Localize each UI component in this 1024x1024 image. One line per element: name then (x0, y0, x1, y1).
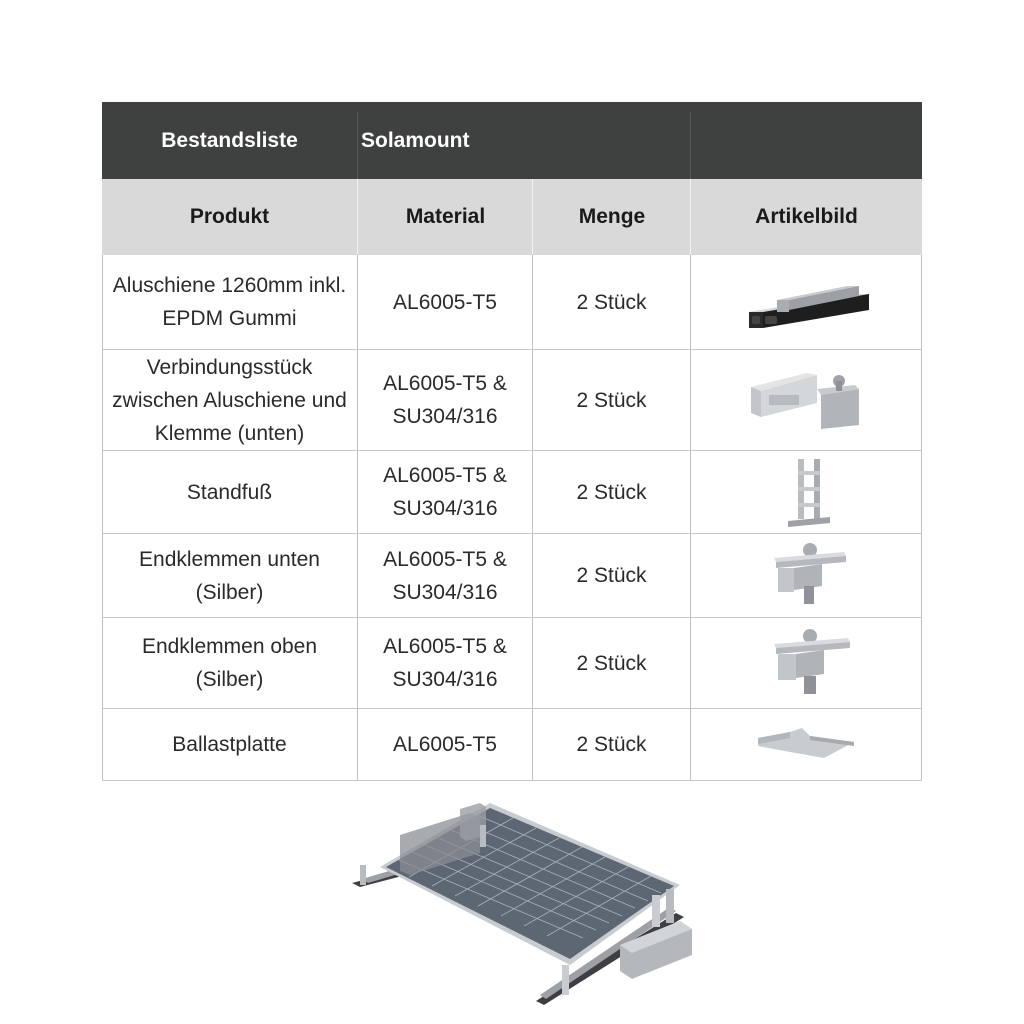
quantity-cell: 2 Stück (576, 733, 647, 756)
end-clamp-icon (770, 628, 854, 698)
quantity-cell: 2 Stück (576, 564, 647, 587)
solar-mount-assembly-image (340, 795, 700, 1010)
column-divider (357, 179, 358, 255)
column-divider (532, 179, 533, 255)
column-header-quantity: Menge (578, 205, 646, 228)
product-cell: Standfuß (186, 480, 273, 504)
quantity-cell: 2 Stück (576, 651, 647, 675)
stand-foot-icon (784, 457, 834, 527)
grid-line (690, 255, 691, 781)
material-cell: AL6005-T5 (393, 733, 497, 756)
material-cell: AL6005-T5 & SU304/316 (383, 372, 507, 428)
material-cell: AL6005-T5 & SU304/316 (383, 547, 507, 604)
grid-line (102, 780, 922, 781)
product-cell: Ballastplatte (172, 733, 287, 756)
product-cell: Aluschiene 1260mm inkl. EPDM Gummi (112, 274, 347, 330)
header-divider (690, 112, 691, 179)
column-header-row (102, 179, 922, 255)
column-header-material: Material (405, 205, 486, 228)
column-header-image: Artikelbild (755, 205, 858, 228)
material-cell: AL6005-T5 & SU304/316 (383, 635, 507, 691)
rail-icon (747, 270, 872, 332)
brand-name: Solamount (361, 128, 470, 152)
table-title-bar (102, 102, 922, 179)
column-header-product: Produkt (189, 205, 270, 228)
product-cell: Endklemmen unten (Silber) (139, 547, 320, 604)
grid-line (921, 255, 922, 781)
quantity-cell: 2 Stück (576, 388, 647, 412)
table-title: Bestandsliste (161, 128, 298, 152)
end-clamp-icon (770, 542, 850, 608)
header-divider (357, 112, 358, 179)
product-cell: Endklemmen oben (Silber) (141, 635, 318, 691)
connector-icon (747, 365, 867, 435)
material-cell: AL6005-T5 & SU304/316 (383, 464, 507, 520)
product-cell: Verbindungsstück zwischen Aluschiene und Klemme (unten) (112, 355, 347, 445)
ballast-plate-icon (754, 724, 860, 764)
column-divider (690, 179, 691, 255)
quantity-cell: 2 Stück (576, 480, 647, 504)
quantity-cell: 2 Stück (576, 290, 647, 314)
material-cell: AL6005-T5 (393, 290, 497, 314)
